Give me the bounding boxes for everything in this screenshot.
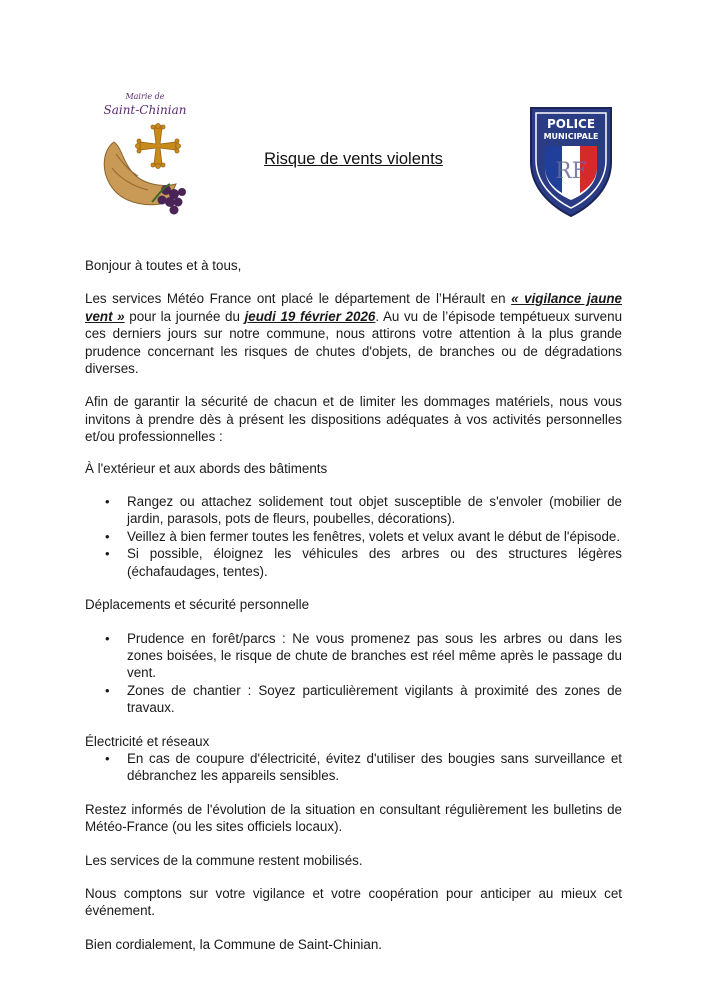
- outdoor-list: [85, 493, 622, 580]
- logo-town-text: Saint-Chinian: [103, 103, 187, 117]
- date-highlight: jeudi 19 février 2026: [244, 308, 376, 324]
- list-item: • Prudence en forêt/parcs : Ne vous promenez pas sous les arbres ou dans les zones boisées, le risque de chute de branches est réel même après le passage du vent.: [85, 630, 622, 682]
- closing-signature: Bien cordialement, la Commune de Saint-Chinian.: [85, 936, 382, 952]
- travel-list: [85, 630, 622, 717]
- list-item: • Veillez à bien fermer toutes les fenêtres, volets et velux avant le début de l'épisode.: [85, 528, 622, 545]
- vigilance-paragraph: Nous comptons sur votre vigilance et votre coopération pour anticiper au mieux cet événement.: [85, 885, 622, 919]
- section-heading-electricity: Électricité et réseaux: [85, 733, 210, 749]
- notice-body: [85, 257, 622, 953]
- badge-municipale-text: MUNICIPALE: [543, 132, 599, 141]
- list-item: • Zones de chantier : Soyez particulièrement vigilants à proximité des zones de travaux.: [85, 682, 622, 717]
- vigilance-highlight: « vigilance jaune vent »: [85, 291, 622, 324]
- intro-text-1: Les services Météo France ont placé le département de l’Hérault en: [85, 291, 512, 307]
- page-title: Risque de vents violents: [264, 150, 443, 168]
- electricity-list: [85, 750, 622, 785]
- intro-text-2: pour la journée du: [124, 308, 245, 324]
- advice-paragraph: Afin de garantir la sécurité de chacun et de limiter les dommages matériels, nous vous invitons à prendre dès à présent les dispositions adéquates à vos activités personnelles et/ou professionnelles :: [85, 394, 622, 445]
- list-item: • En cas de coupure d'électricité, évitez d'utiliser des bougies sans surveillance et débranchez les appareils sensibles.: [85, 750, 622, 785]
- intro-text-3: . Au vu de l’épisode tempétueux survenu ces derniers jours sur notre commune, nous attirons votre attention à la plus grande prudence concernant les risques de chutes d'objets, de branches ou de dégradations diverses.: [85, 308, 623, 377]
- badge-monogram: RF: [555, 159, 587, 184]
- list-item: • Si possible, éloignez les véhicules des arbres ou des structures légères (échafaudages, tentes).: [85, 545, 622, 580]
- intro-paragraph: [85, 290, 622, 377]
- list-item: • Rangez ou attachez solidement tout objet susceptible de s'envoler (mobilier de jardin, parasols, pots de fleurs, poubelles, décorations).: [85, 493, 622, 528]
- section-heading-travel: Déplacements et sécurité personnelle: [85, 597, 310, 613]
- greeting: Bonjour à toutes et à tous,: [85, 258, 242, 273]
- mobilized-paragraph: Les services de la commune restent mobilisés.: [85, 852, 363, 868]
- info-paragraph: Restez informés de l'évolution de la situation en consultant régulièrement les bulletins de Météo-France (ou les sites officiels locaux).: [85, 801, 622, 835]
- section-heading-outdoor: À l'extérieur et aux abords des bâtiments: [85, 460, 328, 476]
- badge-police-text: POLICE: [546, 117, 596, 131]
- logo-mairie-text: Mairie de: [125, 92, 165, 101]
